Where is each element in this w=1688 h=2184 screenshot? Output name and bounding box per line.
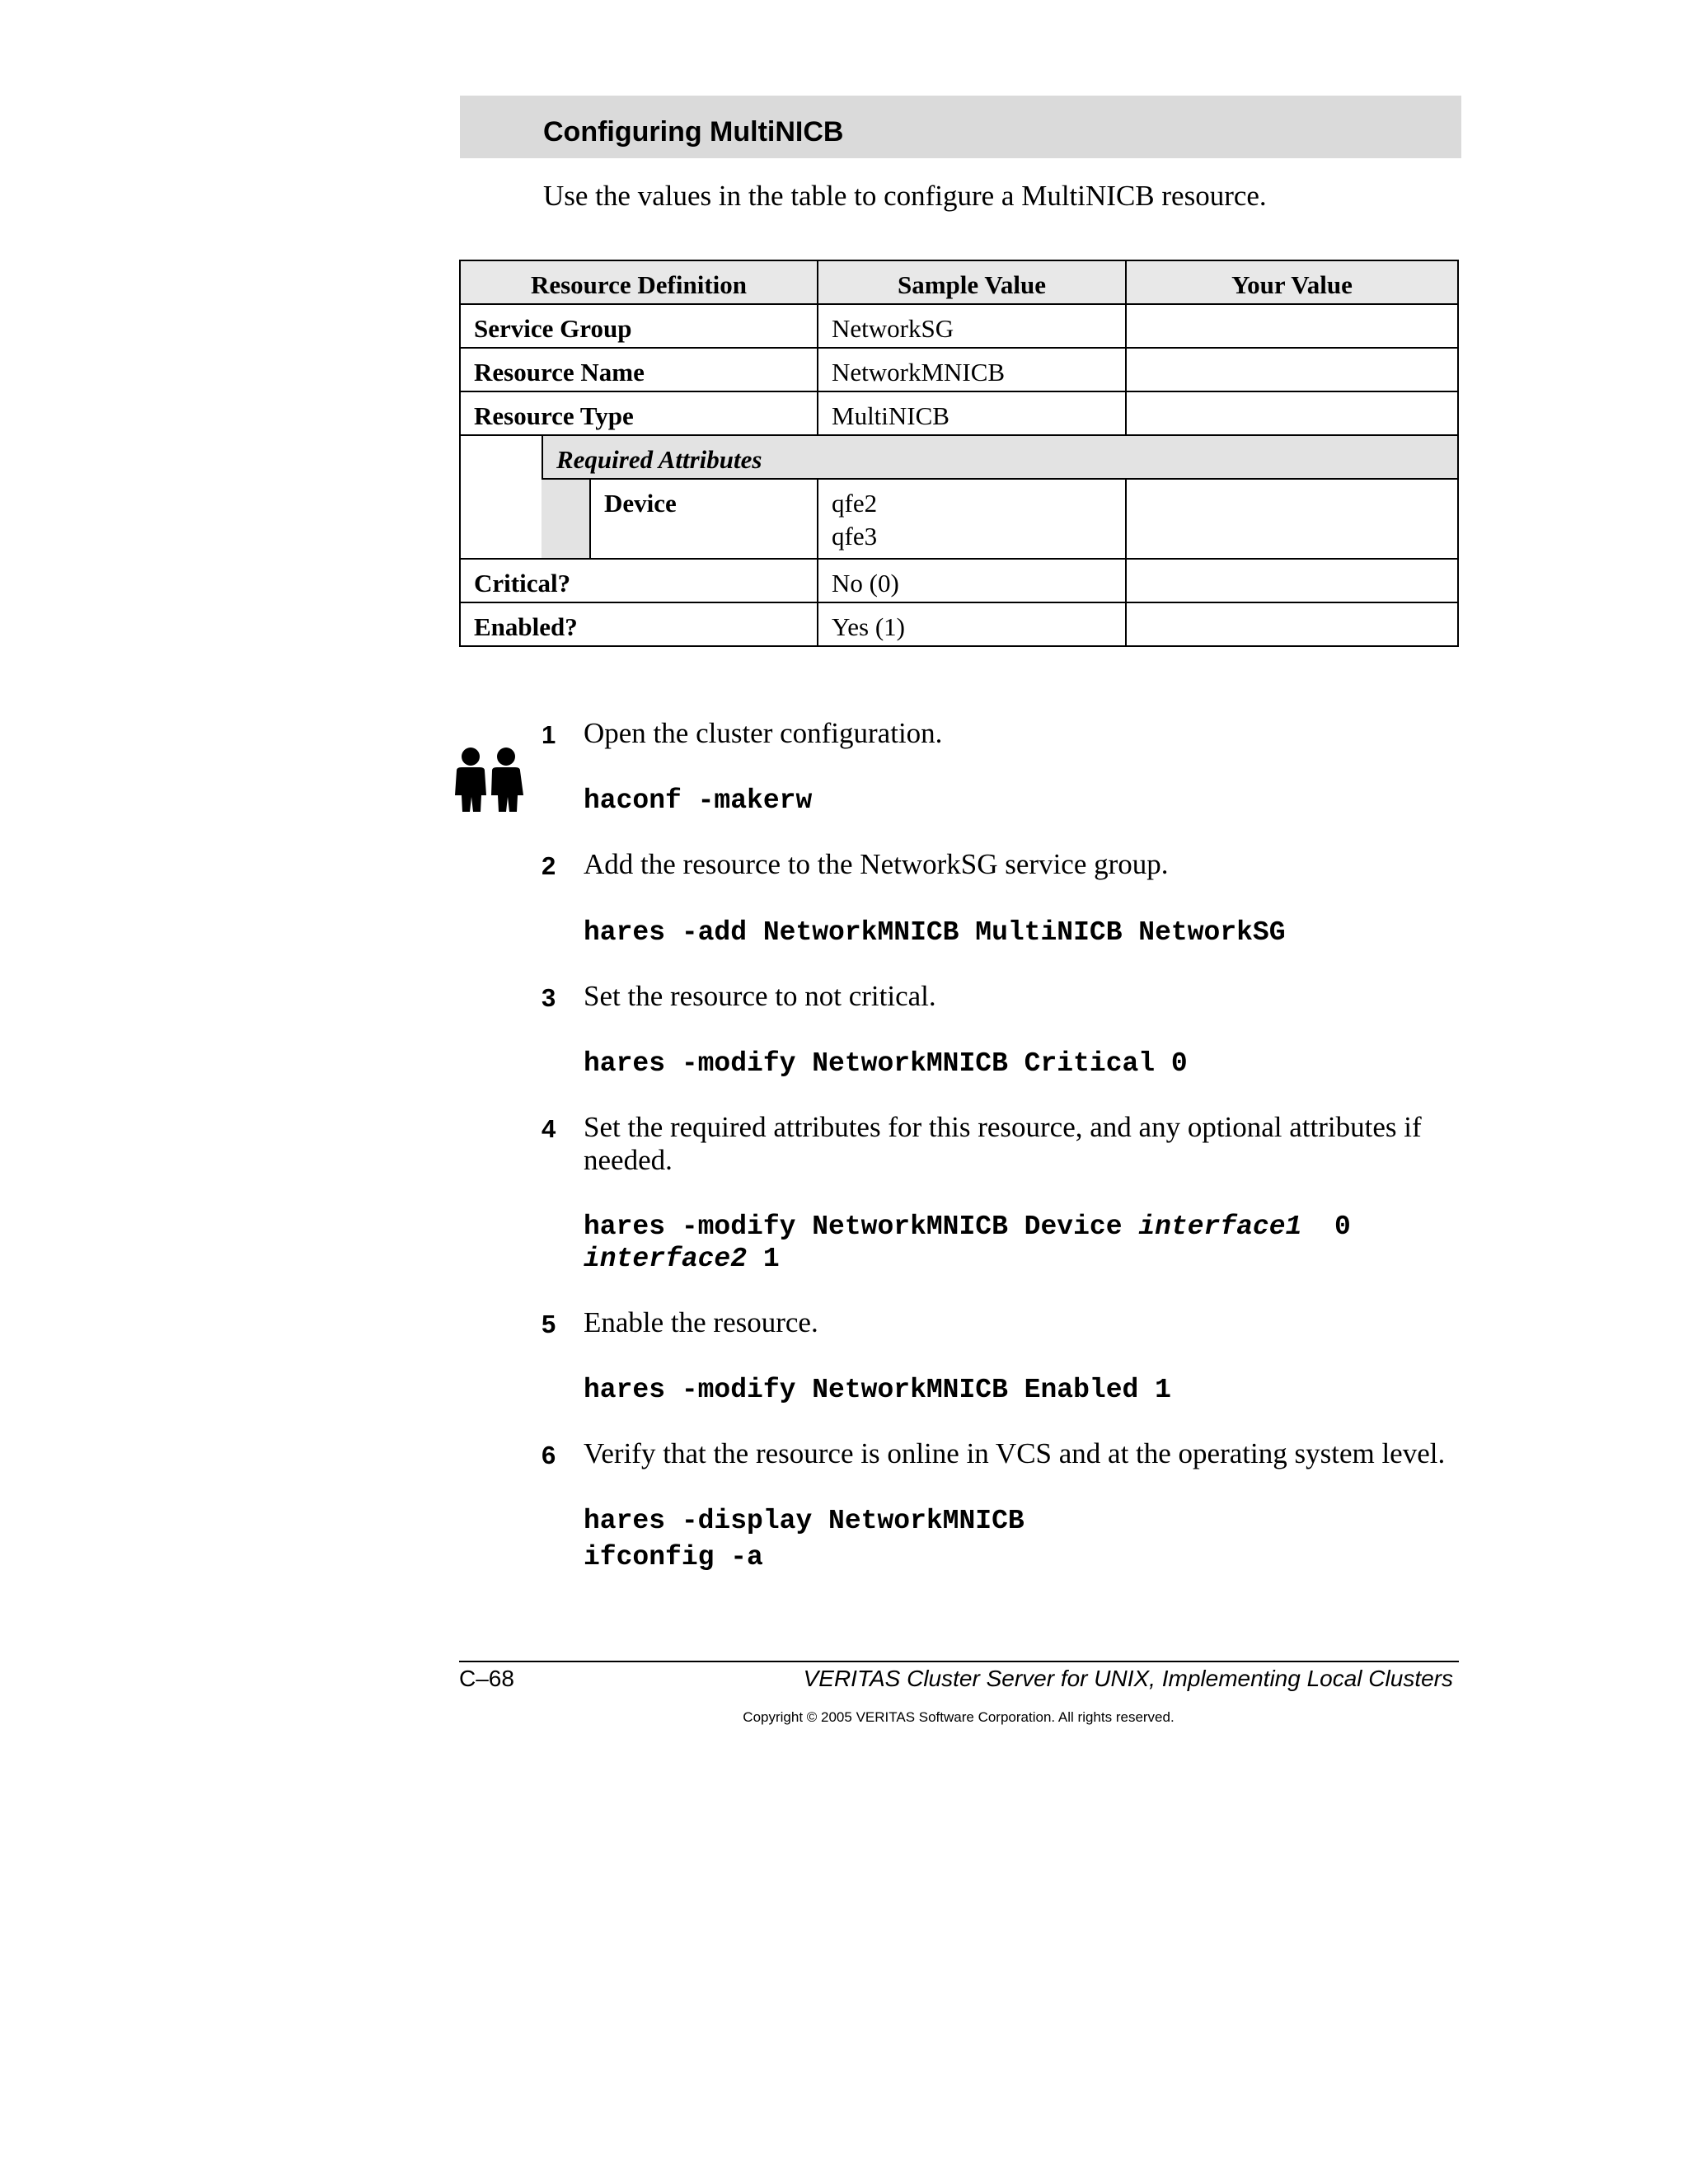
step-number: 1 [542, 720, 556, 749]
row-label: Critical? [459, 558, 818, 603]
sample-value: No (0) [817, 558, 1127, 603]
row-label: Enabled? [459, 602, 818, 647]
section-title: Configuring MultiNICB [543, 116, 844, 148]
sample-value: Yes (1) [817, 602, 1127, 647]
indent-cell [459, 434, 543, 560]
your-value [1125, 478, 1459, 560]
required-attributes-label: Required Attributes [542, 434, 1459, 480]
copyright-notice: Copyright © 2005 VERITAS Software Corporation. All rights reserved. [743, 1709, 1175, 1725]
step-text: Open the cluster configuration. [584, 717, 943, 749]
step-text: Enable the resource. [584, 1306, 818, 1338]
command-line: ifconfig -a [584, 1542, 763, 1572]
device-sample-line: qfe2 [832, 489, 878, 518]
command-line: hares -modify NetworkMNICB Enabled 1 [584, 1375, 1171, 1405]
step-text: Set the required attributes for this resource, and any optional attributes if needed. [584, 1111, 1422, 1176]
step-number: 2 [542, 851, 556, 880]
row-label: Resource Type [459, 391, 818, 436]
sample-value: NetworkMNICB [817, 347, 1127, 392]
command-line: haconf -makerw [584, 785, 813, 816]
your-value [1125, 602, 1459, 647]
step-text: Add the resource to the NetworkSG service group. [584, 848, 1169, 880]
sample-value: MultiNICB [817, 391, 1127, 436]
step-number: 4 [542, 1114, 556, 1143]
your-value [1125, 303, 1459, 349]
command-text: 1 [747, 1244, 780, 1274]
command-line: hares -modify NetworkMNICB Critical 0 [584, 1048, 1188, 1079]
row-label: Resource Name [459, 347, 818, 392]
your-value [1125, 558, 1459, 603]
command-line: hares -display NetworkMNICB [584, 1506, 1025, 1536]
command-argument: interface2 [584, 1244, 748, 1274]
device-sample-value [817, 478, 1127, 560]
intro-text: Use the values in the table to configure a MultiNICB resource. [543, 180, 1267, 212]
command-line [584, 1243, 780, 1276]
step-number: 5 [542, 1310, 556, 1338]
step-number: 6 [542, 1441, 556, 1469]
command-line: hares -add NetworkMNICB MultiNICB NetworkSG [584, 917, 1286, 948]
step-text: Set the resource to not critical. [584, 980, 936, 1012]
command-argument: interface1 [1138, 1212, 1302, 1242]
two-people-icon [452, 746, 528, 812]
command-text: hares -modify NetworkMNICB Device [584, 1212, 1139, 1242]
your-value [1125, 391, 1459, 436]
page-number: C–68 [459, 1666, 514, 1691]
footer-rule [459, 1661, 1459, 1662]
book-title: VERITAS Cluster Server for UNIX, Implementing Local Clusters [803, 1666, 1453, 1691]
resource-table [459, 260, 1459, 649]
column-header: Your Value [1125, 260, 1459, 305]
your-value [1125, 347, 1459, 392]
step-text: Verify that the resource is online in VCS and at the operating system level. [584, 1437, 1446, 1469]
row-label: Service Group [459, 303, 818, 349]
sample-value: NetworkSG [817, 303, 1127, 349]
command-text: 0 [1301, 1212, 1351, 1242]
command-line [584, 1211, 1351, 1244]
column-header: Resource Definition [459, 260, 818, 305]
device-label: Device [589, 478, 818, 560]
device-sample-line: qfe3 [832, 522, 878, 551]
step-number: 3 [542, 983, 556, 1012]
column-header: Sample Value [817, 260, 1127, 305]
